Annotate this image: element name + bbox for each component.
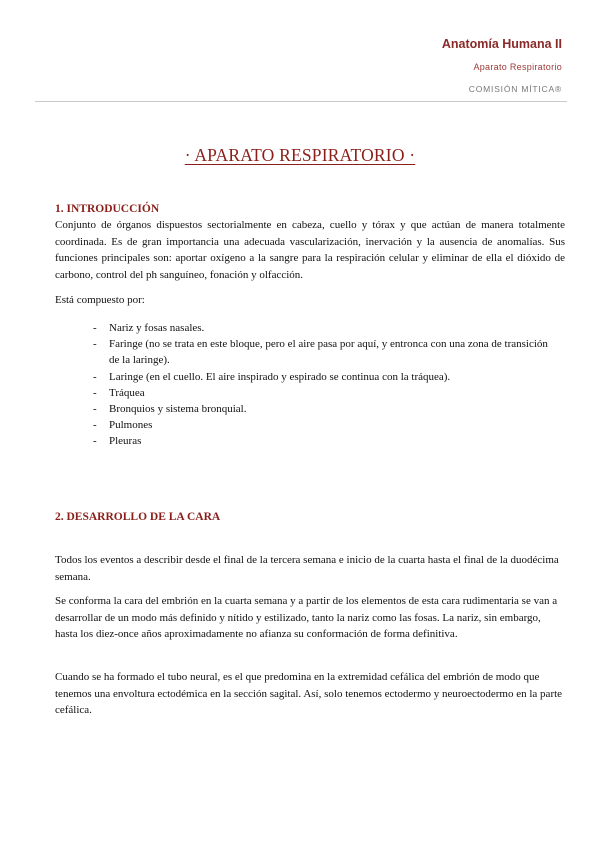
list-item: - Laringe (en el cuello. El aire inspirado y espirado se continua con la tráquea). <box>93 369 553 385</box>
intro-paragraph: Conjunto de órganos dispuestos sectorialmente en cabeza, cuello y tórax y que actúan de manera totalmente coordinada. Es de gran importancia una adecuada vascularización, inervación y la ausencia de anomalías. Sus funciones principales son: aportar oxígeno a la sangre para la respiración celular y eliminar de ella el dióxido de carbono, control del ph sanguíneo, fonación y olfacción. <box>55 219 565 281</box>
list-item: - Pulmones <box>93 417 553 433</box>
development-paragraph-3: Cuando se ha formado el tubo neural, es el que predomina en la extremidad cefálica del embrión de modo que tenemos una envoltura ectodémica en la sección sagital. Así, solo tenemos ectodermo y neuroectodermo en la parte cefálica. <box>55 671 563 716</box>
section-heading-desarrollo-cara: 2. DESARROLLO DE LA CARA <box>55 511 221 523</box>
header-organization: COMISIÓN MÍTICA® <box>468 84 562 94</box>
list-item: - Nariz y fosas nasales. <box>93 320 553 336</box>
document-title: · APARATO RESPIRATORIO · <box>184 145 416 165</box>
composition-intro: Está compuesto por: <box>55 294 145 306</box>
list-item: - Faringe (no se trata en este bloque, pero el aire pasa por aquí, y entronca con una zona de transición de la laringe). <box>93 336 553 368</box>
list-item: - Bronquios y sistema bronquial. <box>93 401 553 417</box>
header-divider <box>35 101 567 102</box>
organ-list <box>93 320 553 450</box>
list-item: - Tráquea <box>93 385 553 401</box>
development-paragraph-1: Todos los eventos a describir desde el final de la tercera semana e inicio de la cuarta hasta el final de la duodécima semana. <box>55 554 559 583</box>
section-heading-introduccion: 1. INTRODUCCIÓN <box>55 203 160 215</box>
development-paragraph-2: Se conforma la cara del embrión en la cuarta semana y a partir de los elementos de esta cara rudimentaria se van a desarrollar de un modo más definido y nítido y estilizado, tanto la nariz como las fosas. La nariz, sin embargo, hasta los diez-once años aproximadamente no afianza su conformación de forma definitiva. <box>55 595 558 640</box>
header-course-title: Anatomía Humana II <box>441 37 562 51</box>
header-subject: Aparato Respiratorio <box>473 62 562 72</box>
list-item: - Pleuras <box>93 433 553 449</box>
